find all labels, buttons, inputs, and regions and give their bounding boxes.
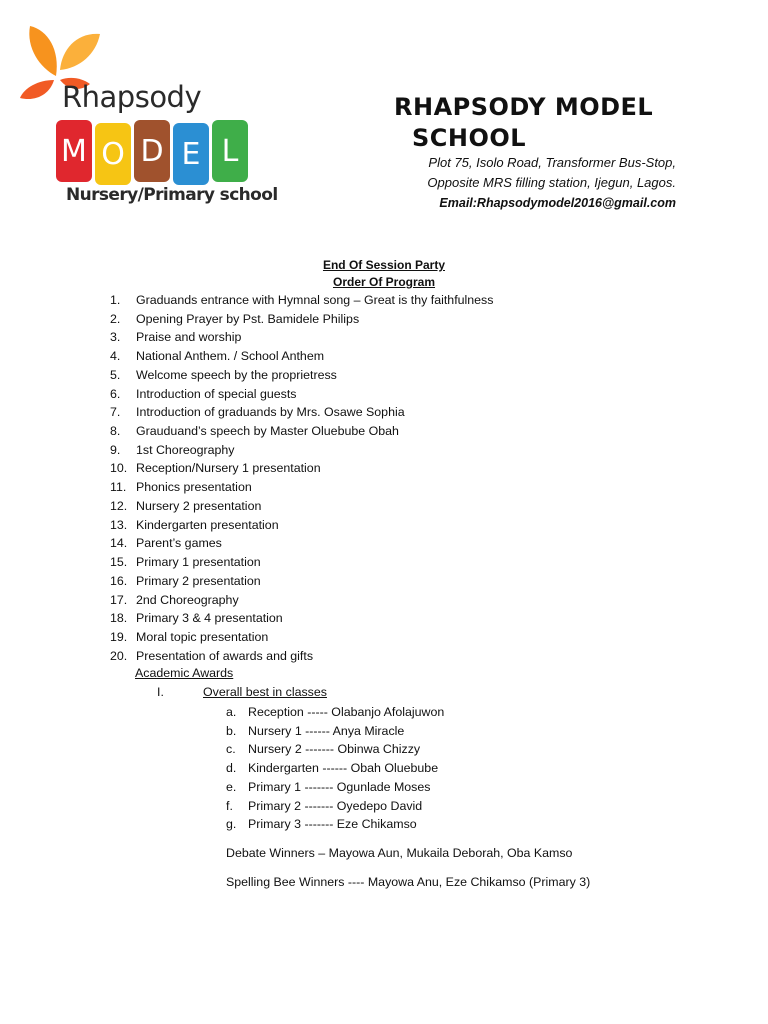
document-headings bbox=[0, 257, 768, 291]
program-item bbox=[110, 591, 493, 610]
program-item-text: Moral topic presentation bbox=[136, 629, 269, 644]
winner-item-letter: c. bbox=[226, 742, 236, 757]
logo-model-tile: M bbox=[56, 120, 92, 182]
program-item bbox=[110, 553, 493, 572]
program-item bbox=[110, 534, 493, 553]
winner-item bbox=[226, 722, 444, 741]
program-item-number: 2. bbox=[110, 311, 121, 326]
program-item bbox=[110, 497, 493, 516]
program-item-number: 14. bbox=[110, 536, 128, 551]
school-address bbox=[427, 153, 676, 213]
program-item-number: 15. bbox=[110, 555, 128, 570]
logo-model-tiles bbox=[56, 120, 248, 185]
program-item-text: Kindergarten presentation bbox=[136, 517, 279, 532]
program-item-text: 1st Choreography bbox=[136, 442, 235, 457]
program-item bbox=[110, 516, 493, 535]
program-item bbox=[110, 310, 493, 329]
school-email: Email:Rhapsodymodel2016@gmail.com bbox=[439, 196, 676, 210]
logo-wordmark: Rhapsody bbox=[62, 80, 202, 114]
debate-winners: Debate Winners – Mayowa Aun, Mukaila Deborah, Oba Kamso bbox=[226, 846, 573, 860]
program-item bbox=[110, 385, 493, 404]
document-subtitle: Order Of Program bbox=[332, 275, 436, 289]
program-item bbox=[110, 291, 493, 310]
program-item-text: Introduction of graduands by Mrs. Osawe Sophia bbox=[136, 405, 405, 420]
winner-item bbox=[226, 815, 444, 834]
school-name bbox=[394, 92, 653, 154]
winner-item-letter: g. bbox=[226, 817, 237, 832]
logo-model-tile: E bbox=[173, 123, 209, 185]
winners-list bbox=[226, 703, 444, 834]
winner-item-text: Primary 3 ------- Eze Chikamso bbox=[248, 817, 417, 832]
address-line2: Opposite MRS filling station, Ijegun, Lagos. bbox=[427, 175, 676, 190]
winner-item bbox=[226, 778, 444, 797]
program-item-text: 2nd Choreography bbox=[136, 592, 239, 607]
logo-subtitle: Nursery/Primary school bbox=[66, 185, 278, 205]
school-name-line1: RHAPSODY MODEL bbox=[394, 93, 654, 121]
program-item bbox=[110, 647, 493, 666]
program-item-number: 1. bbox=[110, 293, 121, 307]
program-item bbox=[110, 347, 493, 366]
spelling-bee-winners: Spelling Bee Winners ---- Mayowa Anu, Eze Chikamso (Primary 3) bbox=[226, 875, 591, 889]
winner-item-text: Reception ----- Olabanjo Afolajuwon bbox=[248, 705, 445, 719]
program-item-text: Primary 1 presentation bbox=[136, 555, 261, 570]
program-item-text: Primary 2 presentation bbox=[136, 573, 261, 588]
program-item-number: 9. bbox=[110, 442, 121, 457]
program-item-text: Primary 3 & 4 presentation bbox=[136, 611, 283, 626]
winner-item bbox=[226, 759, 444, 778]
program-item-number: 18. bbox=[110, 611, 128, 626]
program-item-text: Phonics presentation bbox=[136, 480, 252, 495]
section-numeral: I. bbox=[157, 685, 164, 699]
program-item-number: 4. bbox=[110, 349, 121, 364]
program-item-text: Welcome speech by the proprietress bbox=[136, 367, 337, 382]
program-item-number: 11. bbox=[110, 480, 127, 495]
winner-item-letter: a. bbox=[226, 705, 237, 719]
school-name-line2: SCHOOL bbox=[412, 124, 527, 152]
awards-title: Academic Awards bbox=[135, 666, 234, 680]
awards-section bbox=[157, 685, 327, 699]
program-item-number: 12. bbox=[110, 498, 128, 513]
program-item bbox=[110, 609, 493, 628]
program-item-text: Reception/Nursery 1 presentation bbox=[136, 461, 321, 476]
winner-item bbox=[226, 703, 444, 722]
program-item bbox=[110, 628, 493, 647]
winner-item bbox=[226, 740, 444, 759]
program-item-text: Parent’s games bbox=[136, 536, 222, 551]
program-item-text: Praise and worship bbox=[136, 330, 242, 345]
program-list bbox=[110, 291, 493, 665]
program-item-number: 17. bbox=[110, 592, 128, 607]
program-item bbox=[110, 459, 493, 478]
program-item-text: Opening Prayer by Pst. Bamidele Philips bbox=[136, 311, 360, 326]
school-logo bbox=[18, 18, 278, 208]
winner-item-text: Kindergarten ------ Obah Oluebube bbox=[248, 761, 439, 776]
winner-item-text: Primary 1 ------- Ogunlade Moses bbox=[248, 779, 431, 794]
program-item bbox=[110, 441, 493, 460]
program-item-number: 7. bbox=[110, 405, 121, 420]
program-item bbox=[110, 403, 493, 422]
program-item bbox=[110, 328, 493, 347]
program-item-number: 3. bbox=[110, 330, 121, 345]
program-item-number: 19. bbox=[110, 629, 128, 644]
winner-item-letter: e. bbox=[226, 779, 237, 794]
program-item-number: 5. bbox=[110, 367, 121, 382]
program-item-text: Graduands entrance with Hymnal song – Great is thy faithfulness bbox=[136, 293, 494, 307]
winner-item-letter: d. bbox=[226, 761, 237, 776]
winner-item bbox=[226, 797, 444, 816]
program-item-text: National Anthem. / School Anthem bbox=[136, 349, 325, 364]
program-item bbox=[110, 366, 493, 385]
program-item-text: Grauduand’s speech by Master Oluebube Obah bbox=[136, 424, 399, 439]
winner-item-text: Nursery 1 ------ Anya Miracle bbox=[248, 723, 405, 738]
program-item bbox=[110, 572, 493, 591]
document-title: End Of Session Party bbox=[322, 258, 446, 272]
program-item-text: Nursery 2 presentation bbox=[136, 498, 262, 513]
logo-model-tile: D bbox=[134, 120, 170, 182]
address-line1: Plot 75, Isolo Road, Transformer Bus-Stop, bbox=[428, 155, 676, 170]
logo-model-tile: L bbox=[212, 120, 248, 182]
program-item-number: 6. bbox=[110, 386, 121, 401]
program-item-number: 10. bbox=[110, 461, 128, 476]
program-item-number: 16. bbox=[110, 573, 128, 588]
winner-item-text: Nursery 2 ------- Obinwa Chizzy bbox=[248, 742, 421, 757]
program-item-number: 20. bbox=[110, 648, 128, 663]
program-item-number: 13. bbox=[110, 517, 128, 532]
program-item bbox=[110, 478, 493, 497]
program-item-text: Presentation of awards and gifts bbox=[136, 648, 314, 663]
winner-item-text: Primary 2 ------- Oyedepo David bbox=[248, 798, 423, 813]
program-item-text: Introduction of special guests bbox=[136, 386, 297, 401]
section-title: Overall best in classes bbox=[203, 685, 327, 699]
winner-item-letter: f. bbox=[226, 798, 233, 813]
winner-item-letter: b. bbox=[226, 723, 237, 738]
program-item-number: 8. bbox=[110, 424, 121, 439]
logo-model-tile: O bbox=[95, 123, 131, 185]
program-item bbox=[110, 422, 493, 441]
